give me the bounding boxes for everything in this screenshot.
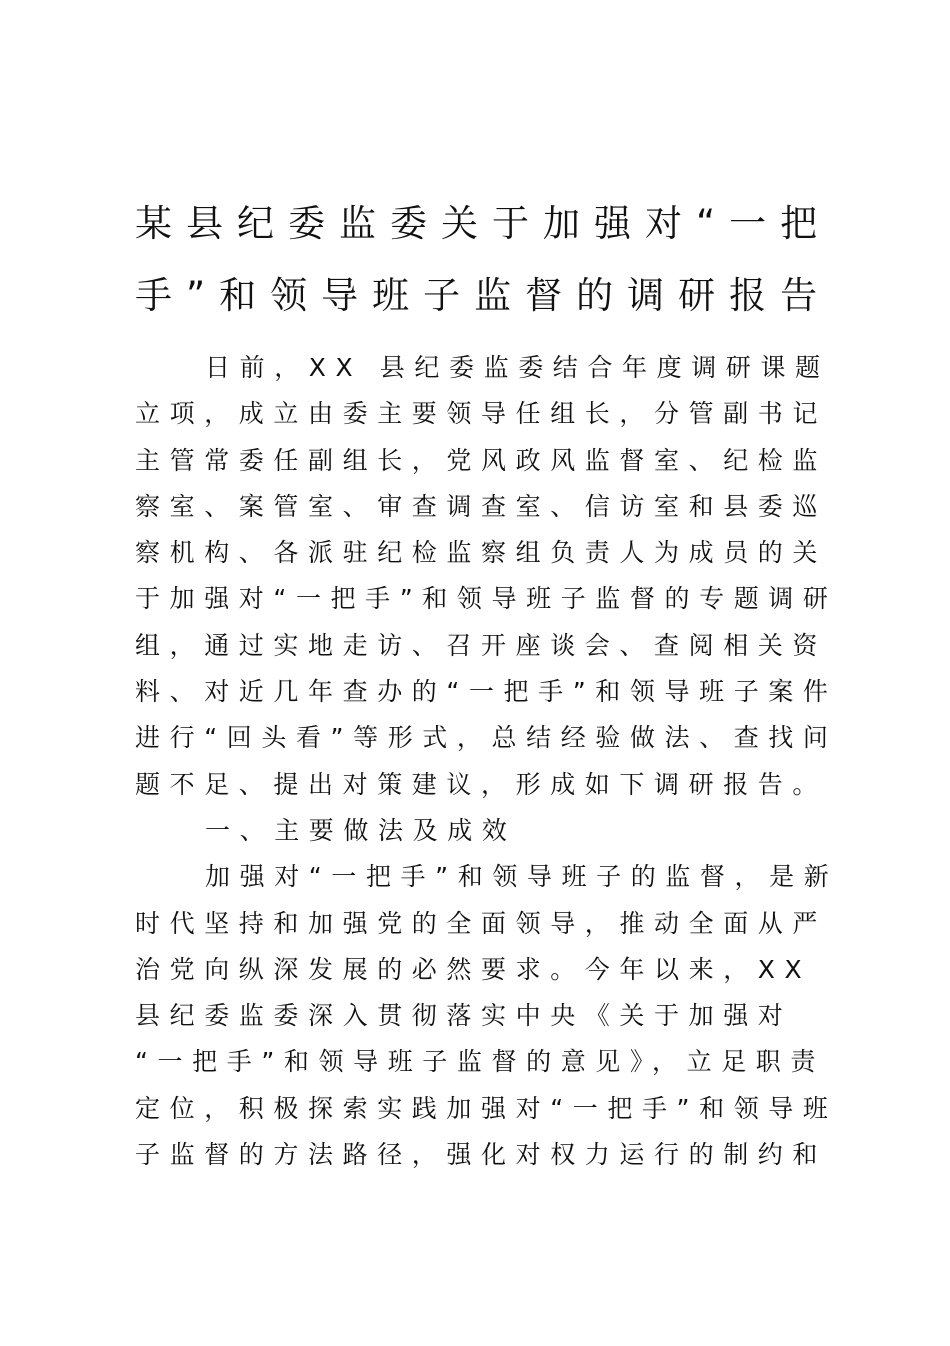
title-line-2: 手”和领导班子监督的调研报告 (135, 274, 832, 317)
document-title (135, 188, 832, 332)
body-line: 料、对近几年查办的“一把手”和领导班子案件 (135, 677, 838, 707)
body-line: 时代坚持和加强党的全面领导，推动全面从严 (135, 908, 828, 938)
body-line: 察室、案管室、审查调查室、信访室和县委巡 (135, 491, 828, 521)
body-line: 加强对“一把手”和领导班子的监督，是新 (205, 862, 839, 892)
body-line: 主管常委任副组长，党风政风监督室、纪检监 (135, 445, 828, 475)
body-line: 定位，积极探索实践加强对“一把手”和领导班 (135, 1093, 838, 1123)
body-line: 立项，成立由委主要领导任组长，分管副书记 (135, 399, 828, 429)
body-line: 日前，XX 县纪委监委结合年度调研课题 (205, 353, 830, 382)
body-line: “一把手”和领导班子监督的意见》，立足职责 (135, 1047, 826, 1077)
body-line: 组，通过实地走访、召开座谈会、查阅相关资 (135, 630, 828, 660)
body-line: 进行“回头看”等形式，总结经验做法、查找问 (135, 723, 838, 753)
document-body (135, 345, 839, 1178)
body-line: 于加强对“一把手”和领导班子监督的专题调研 (135, 584, 838, 614)
section-heading: 一、主要做法及成效 (205, 815, 517, 845)
body-line: 治党向纵深发展的必然要求。今年以来，XX (135, 954, 812, 984)
title-line-1: 某县纪委监委关于加强对“一把 (135, 202, 832, 245)
body-line: 县纪委监委深入贯彻落实中央《关于加强对 (135, 1001, 793, 1031)
body-line: 察机构、各派驻纪检监察组负责人为成员的关 (135, 538, 828, 568)
body-line: 子监督的方法路径，强化对权力运行的制约和 (135, 1140, 828, 1170)
body-line: 题不足、提出对策建议，形成如下调研报告。 (135, 769, 828, 799)
